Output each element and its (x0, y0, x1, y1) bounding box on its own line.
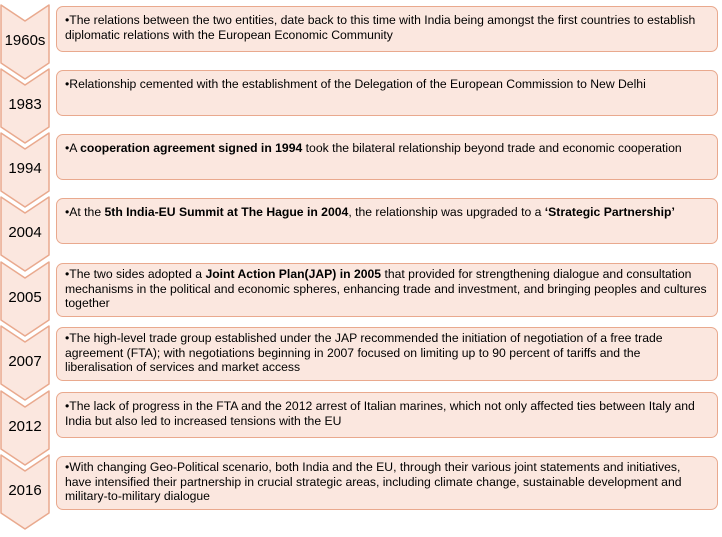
year-label: 2005 (8, 289, 42, 306)
event-box (56, 456, 718, 510)
event-text: •Relationship cemented with the establishment of the Delegation of the European Commission to New Delhi (65, 77, 646, 91)
timeline-row (0, 454, 722, 519)
event-box (56, 263, 718, 317)
timeline-row (0, 261, 722, 326)
event-box (56, 134, 718, 180)
event-text-bold: Joint Action Plan(JAP) in 2005 (205, 267, 382, 281)
event-text: , the relationship was upgraded to a (348, 205, 545, 219)
year-label: 2012 (8, 418, 42, 435)
event-text: •The lack of progress in the FTA and the 2012 arrest of Italian marines, which not only affected ties between Italy and India but also led to increased tensions with the EU (65, 399, 695, 428)
event-text: took the bilateral relationship beyond trade and economic cooperation (302, 141, 682, 155)
timeline-row (0, 132, 722, 197)
event-text: •With changing Geo-Political scenario, both India and the EU, through their various joint statements and initiatives, have intensified their partnership in crucial strategic areas, including climate change, sustainable development and military-to-military dialogue (65, 460, 682, 503)
year-label: 2016 (8, 482, 42, 499)
event-text-bold: ‘Strategic Partnership’ (544, 205, 675, 219)
event-text: •A (65, 141, 81, 155)
year-label: 2004 (8, 224, 42, 241)
event-box (56, 6, 718, 52)
event-text-bold: 5th India-EU Summit at The Hague in 2004 (104, 205, 349, 219)
event-box (56, 198, 718, 244)
year-label: 1994 (8, 160, 42, 177)
year-label: 1983 (8, 96, 42, 113)
event-text: that provided for strengthening dialogue and consultation mechanisms in the political and economic spheres, enhancing trade and investment, and bringing peoples and cultures together (65, 267, 707, 310)
timeline-row (0, 325, 722, 390)
year-label: 2007 (8, 353, 42, 370)
event-box (56, 327, 718, 381)
event-text: •At the (65, 205, 105, 219)
timeline-row (0, 68, 722, 133)
year-label: 1960s (4, 32, 46, 49)
event-box (56, 392, 718, 438)
timeline-row (0, 390, 722, 455)
event-text: •The two sides adopted a (65, 267, 206, 281)
event-text: •The relations between the two entities, date back to this time with India being amongst the first countries to establish diplomatic relations with the European Economic Community (65, 13, 696, 42)
timeline-row (0, 4, 722, 69)
timeline-row (0, 196, 722, 261)
event-box (56, 70, 718, 116)
event-text: •The high-level trade group established under the JAP recommended the initiation of negotiation of a free trade agreement (FTA); with negotiations beginning in 2007 focused on limiting up to 90 percent of tariffs and the liberalisation of services and market access (65, 331, 663, 374)
event-text-bold: cooperation agreement signed in 1994 (80, 141, 303, 155)
